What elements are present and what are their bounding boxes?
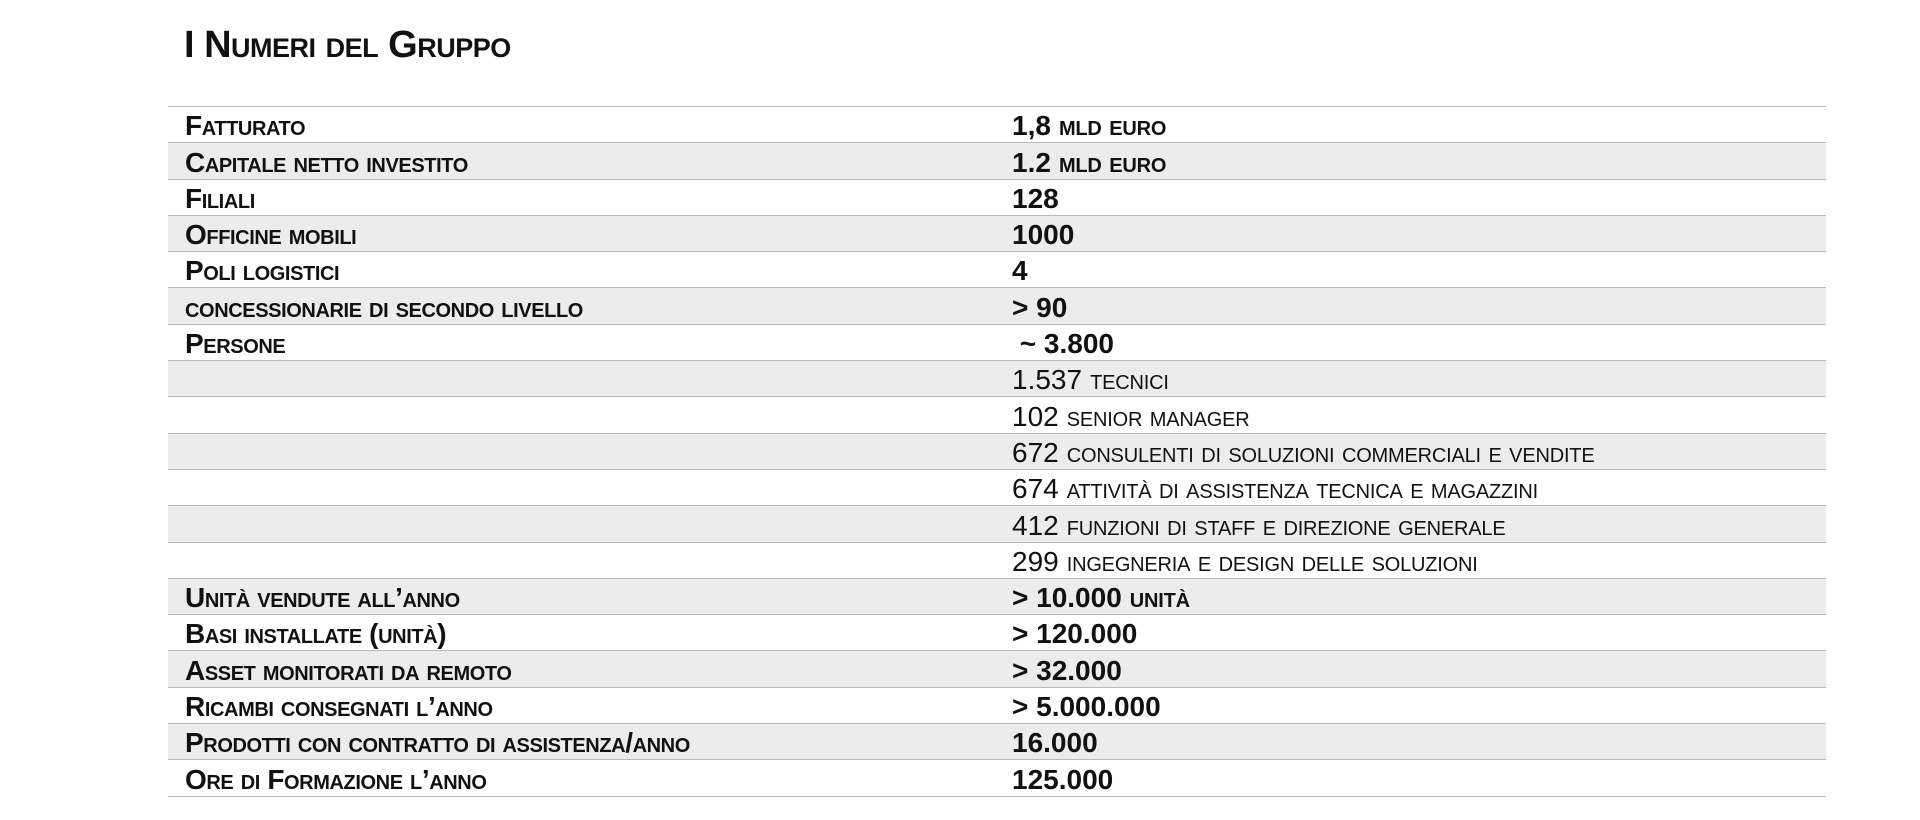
- value-number: 102: [1012, 400, 1059, 432]
- row-label: Ore di Formazione l’anno: [185, 763, 487, 795]
- row-value: [1012, 688, 1161, 723]
- row-label: Fatturato: [185, 110, 306, 142]
- value-unit: ingegneria e design delle soluzioni: [1066, 545, 1478, 577]
- row-label: Prodotti con contratto di assistenza/anno: [185, 727, 690, 759]
- value-number: > 120.000: [1012, 618, 1138, 650]
- value-number: ~ 3.800: [1012, 328, 1114, 360]
- value-unit: tecnici: [1090, 364, 1169, 396]
- value-unit: attività di assistenza tecnica e magazzini: [1066, 473, 1538, 505]
- value-number: > 5.000.000: [1012, 691, 1161, 723]
- table-row: [168, 506, 1826, 542]
- table-row: [168, 361, 1826, 397]
- row-label: Basi installate (unità): [185, 618, 447, 650]
- row-value: [1012, 615, 1137, 650]
- row-value: [1012, 543, 1478, 578]
- table-row: [168, 216, 1826, 252]
- row-label: Ricambi consegnati l’anno: [185, 691, 493, 723]
- table-row: [168, 143, 1826, 179]
- value-number: 299: [1012, 545, 1059, 577]
- value-number: 672: [1012, 436, 1059, 468]
- row-value: [1012, 651, 1122, 686]
- row-value: [1012, 107, 1166, 142]
- value-number: 4: [1012, 255, 1028, 287]
- row-value: [1012, 470, 1538, 505]
- row-label: Filiali: [185, 182, 255, 214]
- table-row: [168, 724, 1826, 760]
- row-label: Asset monitorati da remoto: [185, 654, 512, 686]
- row-value: [1012, 180, 1059, 215]
- table-row: [168, 543, 1826, 579]
- value-number: > 90: [1012, 291, 1068, 323]
- row-label: Capitale netto investito: [185, 146, 468, 178]
- row-value: [1012, 724, 1098, 759]
- stats-table: [168, 106, 1826, 797]
- value-number: 1.2: [1012, 146, 1051, 178]
- table-row: [168, 651, 1826, 687]
- value-number: > 32.000: [1012, 654, 1122, 686]
- value-number: 412: [1012, 509, 1059, 541]
- value-unit: unità: [1129, 582, 1190, 614]
- value-number: > 10.000: [1012, 582, 1122, 614]
- table-row: [168, 252, 1826, 288]
- value-unit: consulenti di soluzioni commerciali e vendite: [1066, 436, 1595, 468]
- value-number: 128: [1012, 182, 1059, 214]
- value-unit: funzioni di staff e direzione generale: [1066, 509, 1506, 541]
- table-row: [168, 288, 1826, 324]
- table-row: [168, 397, 1826, 433]
- value-number: 1.537: [1012, 364, 1083, 396]
- row-value: [1012, 579, 1190, 614]
- value-number: 1,8: [1012, 110, 1051, 142]
- table-row: [168, 180, 1826, 216]
- value-number: 16.000: [1012, 727, 1098, 759]
- table-row: [168, 760, 1826, 796]
- table-row: [168, 615, 1826, 651]
- row-value: [1012, 506, 1505, 541]
- value-number: 1000: [1012, 219, 1075, 251]
- value-unit: mld euro: [1058, 110, 1167, 142]
- row-value: [1012, 434, 1594, 469]
- row-label: Officine mobili: [185, 219, 357, 251]
- row-value: [1012, 361, 1169, 396]
- table-row: [168, 688, 1826, 724]
- row-value: [1012, 143, 1166, 178]
- table-row: [168, 434, 1826, 470]
- page-title: I Numeri del Gruppo: [184, 24, 511, 66]
- value-unit: senior manager: [1066, 400, 1250, 432]
- table-row: [168, 107, 1826, 143]
- value-unit: mld euro: [1058, 146, 1167, 178]
- row-value: [1012, 252, 1028, 287]
- row-value: [1012, 325, 1114, 360]
- table-row: [168, 470, 1826, 506]
- value-number: 125.000: [1012, 763, 1114, 795]
- row-value: [1012, 216, 1074, 251]
- value-number: 674: [1012, 473, 1059, 505]
- row-value: [1012, 397, 1250, 432]
- row-value: [1012, 760, 1113, 795]
- row-label: concessionarie di secondo livello: [185, 291, 583, 323]
- row-label: Persone: [185, 328, 286, 360]
- table-row: [168, 579, 1826, 615]
- table-row: [168, 325, 1826, 361]
- row-value: [1012, 288, 1067, 323]
- row-label: Unità vendute all’anno: [185, 582, 460, 614]
- row-label: Poli logistici: [185, 255, 340, 287]
